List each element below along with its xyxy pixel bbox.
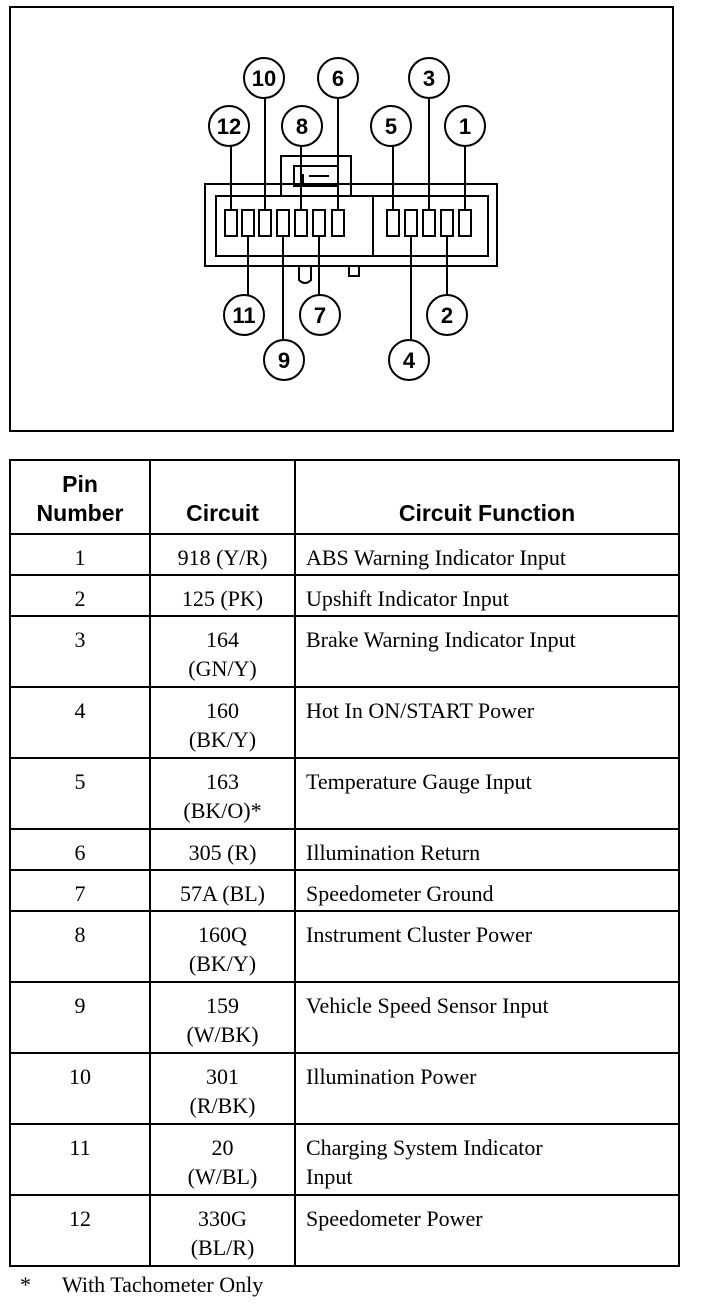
circuit-function-cell bbox=[295, 911, 679, 982]
circuit-function-cell bbox=[295, 616, 679, 687]
circuit-text: 160Q bbox=[198, 922, 247, 947]
circuit-text: 57A (BL) bbox=[180, 881, 265, 906]
table-body bbox=[10, 534, 679, 1266]
circuit-text: (BK/Y) bbox=[188, 951, 257, 976]
pin-number-cell: 3 bbox=[10, 616, 150, 687]
connector-diagram bbox=[9, 6, 674, 432]
circuit-function-text: Hot In ON/START Power bbox=[306, 698, 535, 723]
circuit-function-cell bbox=[295, 575, 679, 616]
pin-slot-5 bbox=[387, 210, 399, 236]
circuit-cell bbox=[150, 616, 295, 687]
table-row bbox=[10, 758, 679, 829]
circuit-function-text: ABS Warning Indicator Input bbox=[306, 545, 566, 570]
table-row bbox=[10, 982, 679, 1053]
circuit-cell bbox=[150, 534, 295, 575]
circuit-text: 163 bbox=[206, 769, 239, 794]
pin-number-cell: 12 bbox=[10, 1195, 150, 1266]
pin-slots bbox=[225, 210, 471, 236]
pin-slot-11 bbox=[242, 210, 254, 236]
pin-callout-label-1: 1 bbox=[458, 114, 472, 139]
circuit-cell bbox=[150, 911, 295, 982]
circuit-cell bbox=[150, 575, 295, 616]
circuit-text: (GN/Y) bbox=[188, 656, 257, 681]
circuit-cell bbox=[150, 687, 295, 758]
pin-callout-label-7: 7 bbox=[313, 303, 327, 328]
circuit-cell bbox=[150, 1053, 295, 1124]
circuit-function-text: Speedometer Power bbox=[306, 1206, 483, 1231]
pin-callout-label-3: 3 bbox=[422, 66, 436, 91]
circuit-function-text: Instrument Cluster Power bbox=[306, 922, 533, 947]
circuit-function-cell bbox=[295, 982, 679, 1053]
circuit-text: 159 bbox=[206, 993, 239, 1018]
circuit-function-text: Upshift Indicator Input bbox=[306, 586, 509, 611]
circuit-function-cell bbox=[295, 1195, 679, 1266]
circuit-cell bbox=[150, 1124, 295, 1195]
pin-slot-9 bbox=[277, 210, 289, 236]
pin-callout-label-8: 8 bbox=[295, 114, 309, 139]
pin-callout-label-2: 2 bbox=[440, 303, 454, 328]
circuit-cell bbox=[150, 1195, 295, 1266]
circuit-text: 160 bbox=[206, 698, 239, 723]
table-row bbox=[10, 911, 679, 982]
pin-slot-7 bbox=[313, 210, 325, 236]
circuit-function-text: Speedometer Ground bbox=[306, 881, 494, 906]
pin-slot-1 bbox=[459, 210, 471, 236]
connector-key-left bbox=[299, 266, 311, 283]
circuit-function-text: Vehicle Speed Sensor Input bbox=[306, 993, 549, 1018]
pin-number-cell: 7 bbox=[10, 870, 150, 911]
pin-slot-12 bbox=[225, 210, 237, 236]
pin-slot-10 bbox=[259, 210, 271, 236]
table-row bbox=[10, 1124, 679, 1195]
table-row bbox=[10, 534, 679, 575]
pin-callout-label-4: 4 bbox=[402, 348, 416, 373]
circuit-function-cell bbox=[295, 1124, 679, 1195]
footnote-mark: * bbox=[20, 1272, 31, 1297]
pin-slot-4 bbox=[405, 210, 417, 236]
circuit-text: (BK/Y) bbox=[188, 727, 257, 752]
circuit-text: 918 (Y/R) bbox=[177, 545, 268, 570]
pin-number-cell: 8 bbox=[10, 911, 150, 982]
pin-number-cell: 9 bbox=[10, 982, 150, 1053]
pin-callout-label-12: 12 bbox=[216, 114, 242, 139]
connector-drawing bbox=[11, 8, 672, 430]
circuit-text: (BK/O)* bbox=[183, 798, 262, 823]
circuit-text: 164 bbox=[206, 627, 239, 652]
circuit-function-text: Temperature Gauge Input bbox=[306, 769, 532, 794]
pin-callout-label-6: 6 bbox=[331, 66, 345, 91]
table-row bbox=[10, 616, 679, 687]
pin-number-cell: 1 bbox=[10, 534, 150, 575]
table-row bbox=[10, 870, 679, 911]
pin-table bbox=[9, 459, 680, 1267]
connector-key-right bbox=[349, 266, 359, 276]
circuit-function-cell bbox=[295, 870, 679, 911]
circuit-text: 20 bbox=[211, 1135, 234, 1160]
circuit-cell bbox=[150, 829, 295, 870]
circuit-text: 305 (R) bbox=[188, 840, 257, 865]
circuit-function-cell bbox=[295, 829, 679, 870]
table-row bbox=[10, 575, 679, 616]
circuit-text: (W/BK) bbox=[186, 1022, 259, 1047]
circuit-text: (R/BK) bbox=[189, 1093, 256, 1118]
table-row bbox=[10, 1195, 679, 1266]
circuit-function-cell bbox=[295, 758, 679, 829]
pin-number-cell: 5 bbox=[10, 758, 150, 829]
pin-number-cell: 4 bbox=[10, 687, 150, 758]
circuit-function-text: Illumination Return bbox=[306, 840, 481, 865]
footnote bbox=[20, 1272, 263, 1298]
table-row bbox=[10, 829, 679, 870]
circuit-function-cell bbox=[295, 1053, 679, 1124]
circuit-function-cell bbox=[295, 687, 679, 758]
pin-number-cell: 11 bbox=[10, 1124, 150, 1195]
pin-number-cell: 10 bbox=[10, 1053, 150, 1124]
circuit-function-text: Illumination Power bbox=[306, 1064, 477, 1089]
pin-callout-label-11: 11 bbox=[232, 303, 256, 328]
pin-callout-label-10: 10 bbox=[251, 66, 277, 91]
header-circuit: Circuit bbox=[150, 460, 295, 534]
circuit-function-text: Brake Warning Indicator Input bbox=[306, 627, 576, 652]
circuit-cell bbox=[150, 982, 295, 1053]
circuit-cell bbox=[150, 758, 295, 829]
header-pin-number: Pin Number bbox=[10, 460, 150, 534]
pin-callout-label-9: 9 bbox=[277, 348, 291, 373]
pin-callouts bbox=[209, 58, 485, 380]
circuit-cell bbox=[150, 870, 295, 911]
pin-slot-2 bbox=[441, 210, 453, 236]
pin-callout-label-5: 5 bbox=[384, 114, 398, 139]
circuit-text: 125 (PK) bbox=[181, 586, 264, 611]
circuit-function-text: Charging System Indicator bbox=[306, 1135, 543, 1160]
pin-slot-6 bbox=[332, 210, 344, 236]
header-circuit-function: Circuit Function bbox=[295, 460, 679, 534]
pin-number-cell: 6 bbox=[10, 829, 150, 870]
pin-slot-3 bbox=[423, 210, 435, 236]
table-row bbox=[10, 687, 679, 758]
circuit-text: 301 bbox=[206, 1064, 239, 1089]
circuit-text: 330G bbox=[198, 1206, 247, 1231]
circuit-function-text: Input bbox=[306, 1164, 353, 1189]
circuit-text: (BL/R) bbox=[190, 1235, 255, 1260]
table-row bbox=[10, 1053, 679, 1124]
table-header-row bbox=[10, 460, 679, 534]
circuit-text: (W/BL) bbox=[187, 1164, 258, 1189]
pin-number-cell: 2 bbox=[10, 575, 150, 616]
circuit-function-cell bbox=[295, 534, 679, 575]
pin-slot-8 bbox=[295, 210, 307, 236]
footnote-text: With Tachometer Only bbox=[62, 1272, 264, 1297]
